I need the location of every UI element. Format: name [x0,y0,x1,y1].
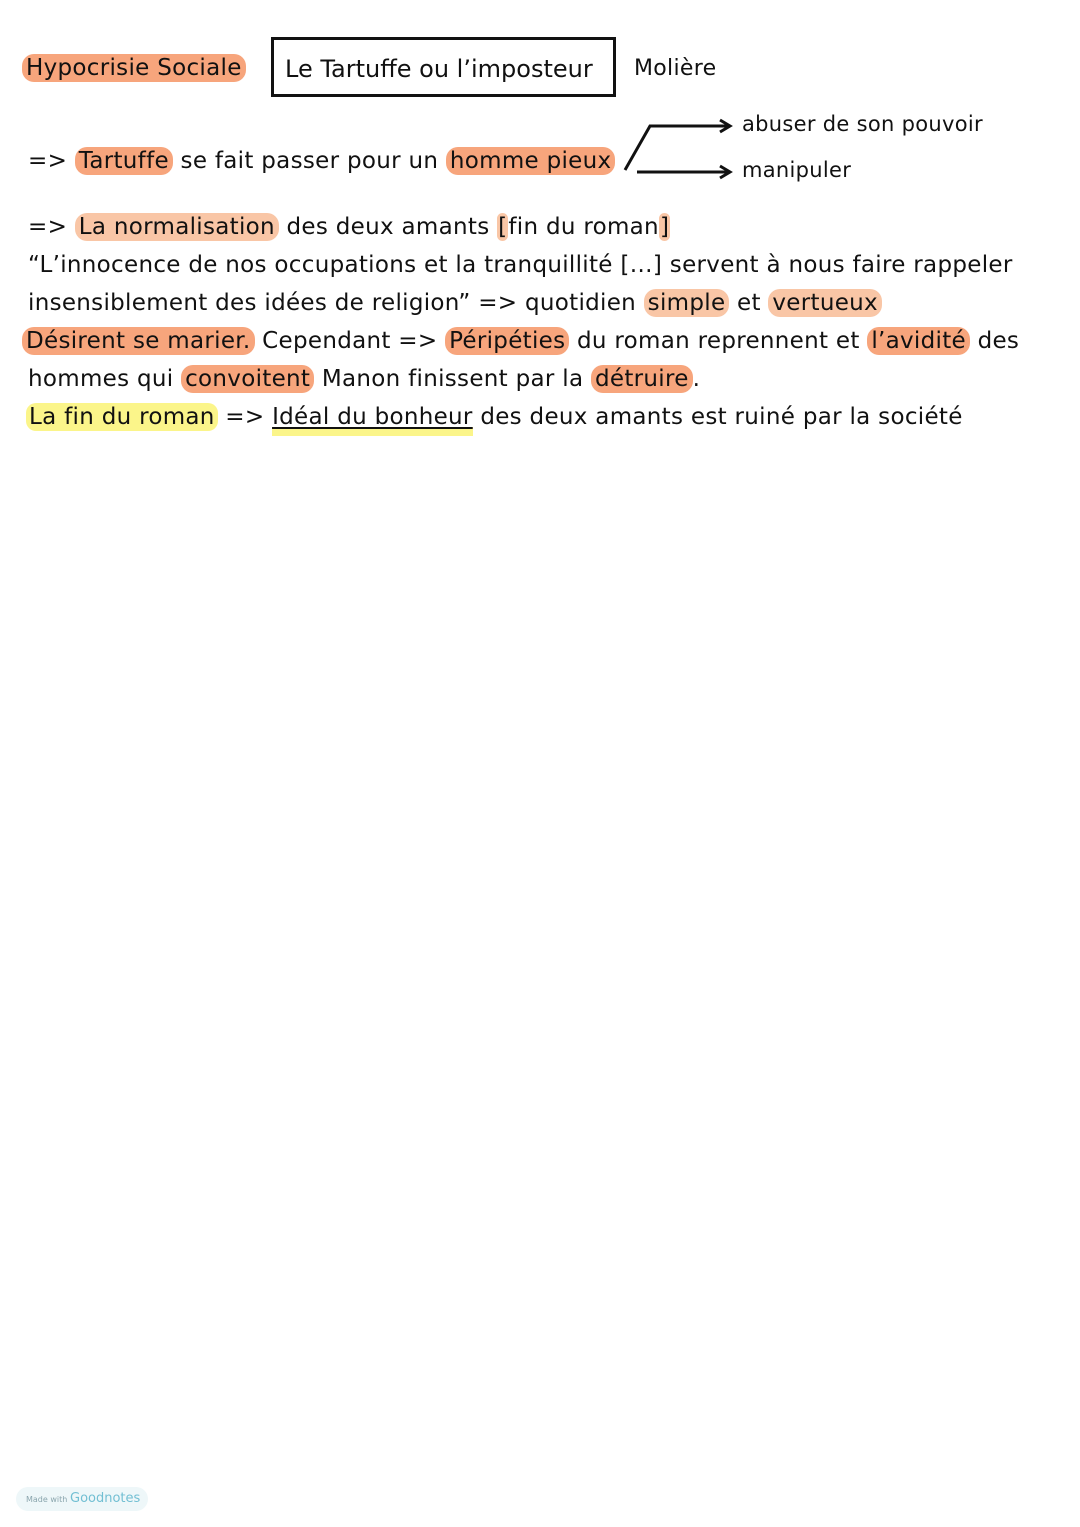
line-text: des [969,328,1020,354]
tartuffe-line [28,148,615,174]
paragraph-line-3 [28,290,882,316]
line-text: du roman reprennent et [569,328,868,354]
bracket-open: [ [498,214,508,240]
paragraph-line-2: “L’innocence de nos occupations et la tranquillité […] servent à nous faire rappeler [28,252,1013,278]
marier-highlight: Désirent se marier. [22,327,255,355]
paragraph-line-4 [22,328,1019,354]
arrow-text: => [28,148,68,174]
line-text: des deux amants est ruiné par la société [472,404,963,430]
work-title: Le Tartuffe ou l’imposteur [285,55,593,83]
topic-highlight: Hypocrisie Sociale [22,54,246,82]
line-text: hommes qui [28,366,182,392]
line-text: des deux amants [278,214,498,240]
goodnotes-watermark [16,1487,148,1511]
normalisation-highlight: La normalisation [75,213,279,241]
peripeties-highlight: Péripéties [445,327,569,355]
branch-arrows-icon [620,112,740,182]
watermark-prefix: Made with [26,1495,68,1504]
line1-middle: se fait passer pour un [172,148,446,174]
branch-item-manipulate: manipuler [742,158,852,182]
line-text: . [692,366,701,392]
author-label: Molière [634,56,717,81]
pieux-highlight: homme pieux [446,147,616,175]
paragraph-line-5 [28,366,700,392]
line-text: insensiblement des idées de religion” => quotidien [28,290,644,316]
line-text: Cependant => [254,328,446,354]
work-title-box [271,37,616,97]
vertueux-highlight: vertueux [768,289,882,317]
line-text: Manon finissent par la [314,366,591,392]
ideal-bonheur-underline: Idéal du bonheur [272,404,473,436]
branch-item-abuse: abuser de son pouvoir [742,112,983,136]
paragraph-line-6 [26,404,963,430]
avidite-highlight: l’avidité [867,327,970,355]
fin-roman-highlight: La fin du roman [26,403,218,431]
topic-label [22,55,246,81]
simple-highlight: simple [644,289,730,317]
convoitent-highlight: convoitent [181,365,314,393]
watermark-brand: Goodnotes [70,1491,141,1506]
arrow-text: => [217,404,273,430]
bracket-close: ] [659,214,670,240]
paragraph-line-1 [28,214,670,240]
line-text: et [729,290,769,316]
tartuffe-highlight: Tartuffe [75,147,173,175]
bracket-text: fin du roman [508,214,659,240]
detruire-highlight: détruire [591,365,693,393]
arrow-text: => [28,214,75,240]
